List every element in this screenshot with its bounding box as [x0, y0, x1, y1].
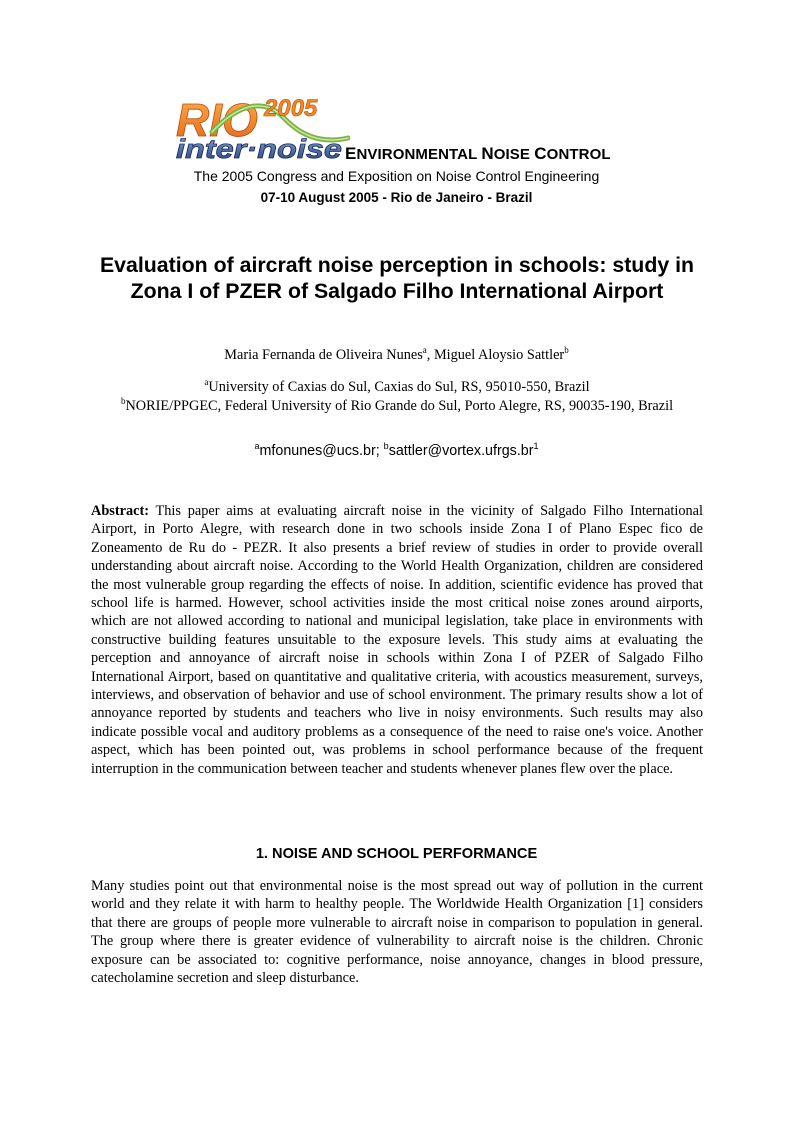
affiliation-text: University of Caxias do Sul, Caxias do Sul, RS, 95010-550, Brazil [208, 379, 590, 395]
conf-name-rest-1: NVIRONMENTAL [356, 146, 482, 163]
abstract-text: This paper aims at evaluating aircraft noise in the vicinity of Salgado Filho International Airport, in Porto Alegre, with research done in two schools inside Zona I of Plano Espec fico de Zoneamento de Ru do - PEZR. It also presents a brief review of studies in order to provide overall understanding about aircraft noise. According to the World Health Organization, children are considered the most vulnerable group regarding the effects of noise. In addition, scientific evidence has proved that school life is harmed. However, school activities inside the most critical noise zones around airports, which are not allowed according to national and municipal legislation, take place in environments with constructive building features unsuitable to the exposure levels. This study aims at evaluating the perception and annoyance of aircraft noise in schools within Zona I of PZER of Salgado Filho International Airport, based on quantitative and qualitative criteria, with acoustics measurement, surveys, interviews, and observation of behavior and use of school environment. The primary results show a lot of annoyance reported by students and teachers who live in noisy environments. Such results may also indicate possible vocal and auditory problems as a consequence of the need to raise one's voice. Another aspect, which has been pointed out, was problems in school performance because of the frequent interruption in the communication between teacher and students whenever planes flew over the place. [91, 503, 703, 777]
abstract-label: Abstract: [91, 503, 149, 519]
affiliation [90, 397, 704, 416]
email-affiliation-mark: b [383, 441, 389, 451]
email-link[interactable]: mfonunes@ucs.br [259, 443, 376, 459]
email-separator: ; [375, 443, 384, 459]
footnote-mark: 1 [533, 441, 539, 451]
logo-rio-text: RIO [176, 94, 258, 146]
conference-subtitle: The 2005 Congress and Exposition on Noise Control Engineering [193, 168, 600, 184]
affiliation-text: NORIE/PPGEC, Federal University of Rio Grande do Sul, Porto Alegre, RS, 90035-190, Brazil [125, 398, 674, 414]
section-heading: 1. NOISE AND SCHOOL PERFORMANCE [255, 846, 538, 862]
author-affiliation-mark: a [422, 345, 427, 355]
affiliation-mark: a [204, 377, 209, 387]
conf-name-cap-1: E [345, 144, 357, 163]
author-list [0, 347, 793, 364]
conf-name-cap-3: C [534, 144, 547, 163]
conference-name [345, 144, 611, 164]
author-affiliation-mark: b [564, 345, 569, 355]
conf-name-rest-2: OISE [493, 146, 535, 163]
rio-internoise-logo [172, 92, 350, 164]
email-link[interactable]: sattler@vortex.ufrgs.br [388, 443, 534, 459]
paper-title: Evaluation of aircraft noise perception in schools: study in Zona I of PZER of Salgado Filho International Airport [99, 253, 695, 303]
logo-year-text: 2005 [264, 95, 318, 122]
section-body: Many studies point out that environmental noise is the most spread out way of pollution in the current world and they relate it with harm to healthy people. The Worldwide Health Organization [1] considers that there are groups of people more vulnerable to aircraft noise in comparison to population in general. The group where there is greater evidence of vulnerability to aircraft noise is the children. Chronic exposure can be associated to: cognitive performance, noise annoyance, changes in blood pressure, catecholamine secretion and sleep disturbance. [91, 878, 703, 987]
conference-date-location: 07-10 August 2005 - Rio de Janeiro - Brazil [260, 190, 533, 205]
author-separator: , [426, 347, 434, 363]
logo-brand-text: inter·noise [176, 134, 342, 164]
author-name: Maria Fernanda de Oliveira Nunes [224, 347, 423, 363]
abstract [91, 502, 703, 778]
author-emails [0, 443, 793, 459]
email-affiliation-mark: a [254, 441, 260, 451]
affiliation [90, 378, 704, 397]
conf-name-rest-3: ONTROL [546, 146, 611, 163]
conf-name-cap-2: N [481, 144, 494, 163]
author-name: Miguel Aloysio Sattler [433, 347, 565, 363]
affiliation-mark: b [120, 396, 126, 406]
